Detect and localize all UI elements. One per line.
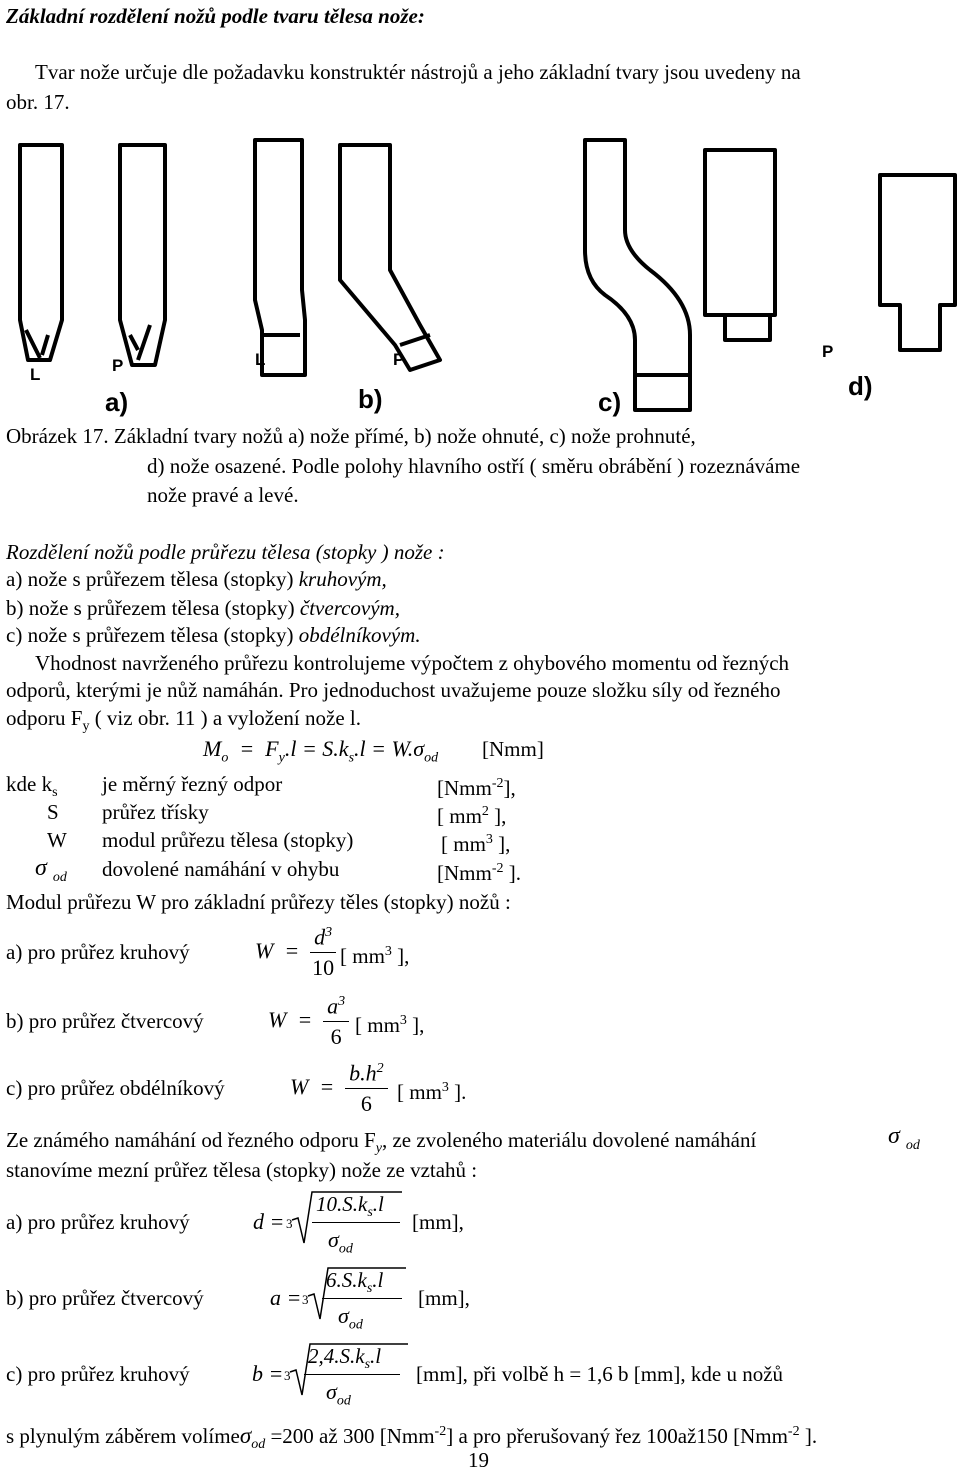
knife-c bbox=[585, 140, 690, 410]
label-P-d: P bbox=[822, 342, 834, 361]
def-S-desc: průřez třísky bbox=[102, 800, 209, 824]
list-item-a: a) nože s průřezem tělesa (stopky) kruhovým, bbox=[6, 567, 387, 591]
figure-caption-3: nože pravé a levé. bbox=[147, 483, 299, 507]
moment-equation: $M_o = F_y.l = S.k_s.l = W.\sigma_{od}$ bbox=[203, 736, 439, 766]
moment-unit: [Nmm] bbox=[482, 737, 544, 761]
paragraph-line-1: Vhodnost navrženého průřezu kontrolujeme výpočtem z ohybového momentu od řezných bbox=[35, 651, 790, 675]
figure-label-c: c) bbox=[598, 387, 622, 417]
modul-c-label: c) pro průřez obdélníkový bbox=[6, 1076, 225, 1100]
paragraph-line-2: odporů, kterými je nůž namáhán. Pro jednoduchost uvažujeme pouze složku síly od řezného bbox=[6, 678, 781, 702]
intro-text-2: obr. 17. bbox=[6, 90, 70, 114]
limit-a-label: a) pro průřez kruhový bbox=[6, 1210, 190, 1234]
limit-c-var: b = bbox=[252, 1361, 284, 1386]
def-sigma-unit: [Nmm$^{-2}$ ]. bbox=[437, 861, 521, 885]
limit-b-den: $\sigma_{od}$ bbox=[338, 1303, 363, 1333]
label-P-a: P bbox=[112, 356, 124, 375]
limit-paragraph-1: Ze známého namáhání od řezného odporu $F_y$, ze zvoleného materiálu dovolené namáhání bbox=[6, 1128, 757, 1157]
modul-a-unit: [ $mm^3$ ], bbox=[340, 944, 410, 968]
modul-b-unit: [ $mm^3$ ], bbox=[355, 1013, 425, 1037]
modul-c-unit: [ $mm^3$ ]. bbox=[397, 1080, 467, 1104]
limit-c-fraction-bar bbox=[304, 1374, 400, 1375]
limit-b-unit: [mm], bbox=[418, 1286, 470, 1310]
heading-cross-sections: Rozdělení nožů podle průřezu tělesa (stopky ) nože : bbox=[6, 540, 445, 564]
page-number: 19 bbox=[468, 1448, 489, 1472]
paragraph-line-3: odporu $F_y$ ( viz obr. 11 ) a vyložení nože l. bbox=[6, 706, 361, 735]
modul-b-formula: W = $\frac{a^3}{6}$ bbox=[268, 987, 349, 1052]
knife-d-left bbox=[705, 150, 775, 340]
final-line: s plynulým záběrem volímeσ$_{od}$ =200 až 300 [Nmm$^{-2}$] a pro přerušovaný řez 100až150 [Nmm$^{-2}$ ]. bbox=[6, 1423, 818, 1453]
svg-text:3: 3 bbox=[284, 1368, 291, 1383]
label-L-b: L bbox=[255, 350, 266, 369]
def-ks-unit: [Nmm$^{-2}$], bbox=[437, 776, 516, 800]
def-ks-symbol: kde $k_s$ bbox=[6, 772, 58, 801]
knife-d-right bbox=[880, 175, 955, 350]
limit-a-den: $\sigma_{od}$ bbox=[328, 1227, 353, 1257]
knife-b-left bbox=[255, 140, 305, 375]
limit-sigma: σ $_{od}$ bbox=[888, 1123, 920, 1153]
limit-c-label: c) pro průřez kruhový bbox=[6, 1362, 190, 1386]
list-item-c: c) nože s průřezem tělesa (stopky) obdélníkovým. bbox=[6, 623, 421, 647]
def-W-unit: [ $mm^3$ ], bbox=[441, 832, 511, 856]
modul-a-label: a) pro průřez kruhový bbox=[6, 940, 190, 964]
limit-a-num: $10.S.k_s.l$ bbox=[316, 1192, 384, 1221]
figure-caption-2: d) nože osazené. Podle polohy hlavního ostří ( směru obrábění ) rozeznáváme bbox=[147, 454, 801, 478]
limit-b-num: $6.S.k_s.l$ bbox=[326, 1268, 384, 1297]
figure-label-a: a) bbox=[105, 387, 129, 417]
figure-label-b: b) bbox=[358, 384, 383, 414]
limit-a-var: d = bbox=[253, 1209, 285, 1234]
limit-paragraph-2: stanovíme mezní průřez tělesa (stopky) nože ze vztahů : bbox=[6, 1158, 478, 1182]
label-P-b: P bbox=[393, 350, 405, 369]
list-item-b: b) nože s průřezem tělesa (stopky) čtvercovým, bbox=[6, 596, 400, 620]
knife-a-right bbox=[120, 145, 165, 365]
svg-text:3: 3 bbox=[302, 1292, 309, 1307]
limit-a-unit: [mm], bbox=[412, 1210, 464, 1234]
modul-intro: Modul průřezu W pro základní průřezy těles (stopky) nožů : bbox=[6, 890, 511, 914]
def-ks-desc: je měrný řezný odpor bbox=[102, 772, 283, 796]
limit-c-den: $\sigma_{od}$ bbox=[326, 1379, 351, 1409]
limit-b-fraction-bar bbox=[322, 1298, 402, 1299]
modul-c-formula: W = $\frac{b.h^2}{6}$ bbox=[290, 1054, 388, 1119]
limit-b-label: b) pro průřez čtvercový bbox=[6, 1286, 204, 1310]
figure-caption-1: Obrázek 17. Základní tvary nožů a) nože přímé, b) nože ohnuté, c) nože prohnuté, bbox=[6, 424, 696, 448]
svg-text:3: 3 bbox=[286, 1216, 293, 1231]
limit-a-fraction-bar bbox=[312, 1222, 400, 1223]
def-W-desc: modul průřezu tělesa (stopky) bbox=[102, 828, 354, 852]
modul-a-formula: W = $\frac{d^3}{10}$ bbox=[255, 918, 336, 983]
knife-shapes-figure bbox=[0, 120, 960, 420]
def-sigma-symbol: σ $_{od}$ bbox=[35, 855, 67, 885]
figure-label-d: d) bbox=[848, 371, 873, 401]
def-sigma-desc: dovolené namáhání v ohybu bbox=[102, 857, 340, 881]
limit-c-num: $2,4.S.k_s.l$ bbox=[308, 1344, 382, 1373]
limit-b-var: a = bbox=[270, 1285, 302, 1310]
heading-knife-shapes: Základní rozdělení nožů podle tvaru tělesa nože: bbox=[6, 4, 425, 28]
def-S-unit: [ $mm^2$ ], bbox=[437, 804, 507, 828]
def-W-symbol: W bbox=[47, 828, 67, 852]
intro-text: Tvar nože určuje dle požadavku konstruktér nástrojů a jeho základní tvary jsou uvedeny na bbox=[35, 60, 801, 84]
knife-a-left bbox=[20, 145, 62, 360]
limit-c-unit: [mm], při volbě h = 1,6 b [mm], kde u nožů bbox=[416, 1362, 784, 1386]
def-S-symbol: S bbox=[47, 800, 59, 824]
label-L-a: L bbox=[30, 365, 41, 384]
modul-b-label: b) pro průřez čtvercový bbox=[6, 1009, 204, 1033]
